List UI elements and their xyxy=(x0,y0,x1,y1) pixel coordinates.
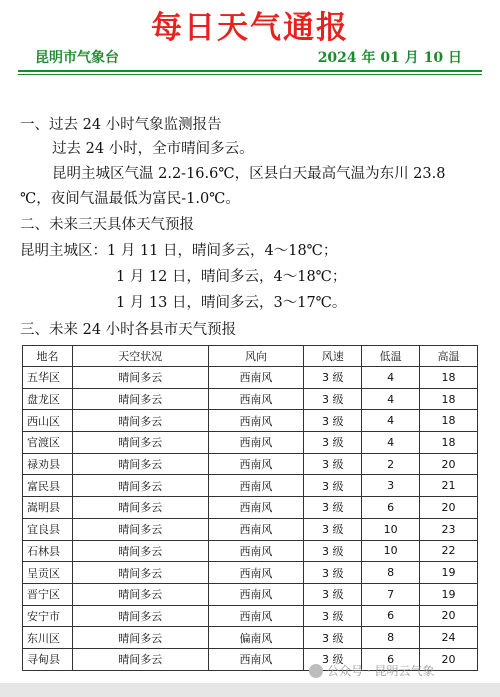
cell-wind-speed: 3 级 xyxy=(304,605,362,627)
cell-sky: 晴间多云 xyxy=(72,367,208,389)
footer-strip xyxy=(0,683,500,697)
table-row xyxy=(23,432,478,454)
cell-location: 官渡区 xyxy=(23,432,73,454)
cell-sky: 晴间多云 xyxy=(72,562,208,584)
cell-wind-direction: 西南风 xyxy=(208,562,304,584)
cell-sky: 晴间多云 xyxy=(72,410,208,432)
cell-wind-speed: 3 级 xyxy=(304,562,362,584)
header-wind-direction: 风向 xyxy=(208,346,304,367)
section-1-line-3: ℃，夜间气温最低为富民-1.0℃。 xyxy=(20,191,240,207)
cell-location: 五华区 xyxy=(23,367,73,389)
cell-wind-speed: 3 级 xyxy=(304,627,362,649)
section-2-line-3: 1 月 13 日，晴间多云，3～17℃。 xyxy=(116,295,347,311)
cell-wind-speed: 3 级 xyxy=(304,367,362,389)
cell-wind-direction: 西南风 xyxy=(208,410,304,432)
cell-low-temp: 10 xyxy=(362,540,420,562)
cell-sky: 晴间多云 xyxy=(72,518,208,540)
table-row xyxy=(23,410,478,432)
cell-sky: 晴间多云 xyxy=(72,583,208,605)
cell-high-temp: 18 xyxy=(420,410,478,432)
cell-high-temp: 20 xyxy=(420,497,478,519)
cell-high-temp: 21 xyxy=(420,475,478,497)
header-location: 地名 xyxy=(23,346,73,367)
cell-low-temp: 8 xyxy=(362,562,420,584)
section-1-line-2: 昆明主城区气温 2.2-16.6℃，区县白天最高气温为东川 23.8 xyxy=(52,166,446,182)
cell-location: 晋宁区 xyxy=(23,583,73,605)
cell-location: 富民县 xyxy=(23,475,73,497)
cell-high-temp: 18 xyxy=(420,367,478,389)
header-low-temp: 低温 xyxy=(362,346,420,367)
cell-high-temp: 18 xyxy=(420,388,478,410)
header-wind-speed: 风速 xyxy=(304,346,362,367)
cell-sky: 晴间多云 xyxy=(72,627,208,649)
cell-sky: 晴间多云 xyxy=(72,432,208,454)
table-row xyxy=(23,367,478,389)
cell-wind-speed: 3 级 xyxy=(304,583,362,605)
wechat-icon xyxy=(309,664,323,678)
cell-wind-speed: 3 级 xyxy=(304,648,362,670)
section-1-line-1: 过去 24 小时，全市晴间多云。 xyxy=(52,141,254,157)
cell-wind-direction: 西南风 xyxy=(208,475,304,497)
section-1-heading: 一、过去 24 小时气象监测报告 xyxy=(20,117,222,133)
cell-low-temp: 4 xyxy=(362,367,420,389)
watermark-text: 公众号 · 昆明云气象 xyxy=(327,664,435,678)
cell-high-temp: 19 xyxy=(420,583,478,605)
cell-location: 盘龙区 xyxy=(23,388,73,410)
cell-low-temp: 4 xyxy=(362,432,420,454)
cell-low-temp: 6 xyxy=(362,648,420,670)
header-sky: 天空状况 xyxy=(72,346,208,367)
cell-low-temp: 3 xyxy=(362,475,420,497)
cell-high-temp: 20 xyxy=(420,648,478,670)
cell-low-temp: 10 xyxy=(362,518,420,540)
section-2-line-2: 1 月 12 日，晴间多云，4～18℃； xyxy=(116,269,347,285)
table-row xyxy=(23,583,478,605)
cell-location: 东川区 xyxy=(23,627,73,649)
issuer-name: 昆明市气象台 xyxy=(35,50,119,66)
watermark xyxy=(309,662,434,679)
cell-location: 安宁市 xyxy=(23,605,73,627)
cell-wind-direction: 西南风 xyxy=(208,432,304,454)
cell-wind-direction: 西南风 xyxy=(208,648,304,670)
cell-wind-direction: 偏南风 xyxy=(208,627,304,649)
table-row xyxy=(23,627,478,649)
cell-wind-speed: 3 级 xyxy=(304,410,362,432)
table-body xyxy=(23,367,478,671)
issue-date: 2024 年 01 月 10 日 xyxy=(317,50,462,66)
table-row xyxy=(23,497,478,519)
cell-wind-speed: 3 级 xyxy=(304,453,362,475)
cell-low-temp: 7 xyxy=(362,583,420,605)
cell-wind-direction: 西南风 xyxy=(208,367,304,389)
table-row xyxy=(23,518,478,540)
cell-wind-direction: 西南风 xyxy=(208,583,304,605)
cell-low-temp: 4 xyxy=(362,388,420,410)
page-title: 每日天气通报 xyxy=(151,10,349,46)
cell-location: 西山区 xyxy=(23,410,73,432)
cell-high-temp: 23 xyxy=(420,518,478,540)
header-high-temp: 高温 xyxy=(420,346,478,367)
cell-location: 禄劝县 xyxy=(23,453,73,475)
cell-location: 宜良县 xyxy=(23,518,73,540)
cell-sky: 晴间多云 xyxy=(72,648,208,670)
cell-wind-speed: 3 级 xyxy=(304,497,362,519)
cell-location: 呈贡区 xyxy=(23,562,73,584)
section-2-heading: 二、未来三天具体天气预报 xyxy=(20,217,194,233)
cell-wind-speed: 3 级 xyxy=(304,475,362,497)
cell-wind-speed: 3 级 xyxy=(304,518,362,540)
section-3-heading: 三、未来 24 小时各县市天气预报 xyxy=(20,322,237,338)
cell-high-temp: 20 xyxy=(420,605,478,627)
cell-sky: 晴间多云 xyxy=(72,453,208,475)
table-row xyxy=(23,475,478,497)
cell-low-temp: 2 xyxy=(362,453,420,475)
cell-wind-direction: 西南风 xyxy=(208,518,304,540)
cell-sky: 晴间多云 xyxy=(72,388,208,410)
table-header-row xyxy=(23,346,478,367)
cell-wind-speed: 3 级 xyxy=(304,540,362,562)
cell-sky: 晴间多云 xyxy=(72,475,208,497)
cell-wind-direction: 西南风 xyxy=(208,453,304,475)
table-row xyxy=(23,388,478,410)
table-row xyxy=(23,453,478,475)
cell-wind-direction: 西南风 xyxy=(208,497,304,519)
table-row xyxy=(23,605,478,627)
table-row xyxy=(23,540,478,562)
cell-low-temp: 4 xyxy=(362,410,420,432)
cell-high-temp: 18 xyxy=(420,432,478,454)
cell-sky: 晴间多云 xyxy=(72,540,208,562)
forecast-table xyxy=(22,345,478,671)
cell-wind-speed: 3 级 xyxy=(304,432,362,454)
header-divider-thick xyxy=(18,70,482,72)
cell-wind-direction: 西南风 xyxy=(208,605,304,627)
cell-location: 石林县 xyxy=(23,540,73,562)
cell-high-temp: 20 xyxy=(420,453,478,475)
cell-wind-direction: 西南风 xyxy=(208,388,304,410)
cell-low-temp: 6 xyxy=(362,497,420,519)
cell-wind-direction: 西南风 xyxy=(208,540,304,562)
cell-sky: 晴间多云 xyxy=(72,605,208,627)
cell-high-temp: 19 xyxy=(420,562,478,584)
cell-wind-speed: 3 级 xyxy=(304,388,362,410)
table-row xyxy=(23,562,478,584)
header-divider-thin xyxy=(18,74,482,75)
cell-low-temp: 8 xyxy=(362,627,420,649)
cell-location: 寻甸县 xyxy=(23,648,73,670)
cell-low-temp: 6 xyxy=(362,605,420,627)
cell-sky: 晴间多云 xyxy=(72,497,208,519)
cell-location: 嵩明县 xyxy=(23,497,73,519)
section-2-line-1: 昆明主城区：1 月 11 日，晴间多云，4～18℃； xyxy=(20,243,338,259)
cell-high-temp: 24 xyxy=(420,627,478,649)
cell-high-temp: 22 xyxy=(420,540,478,562)
